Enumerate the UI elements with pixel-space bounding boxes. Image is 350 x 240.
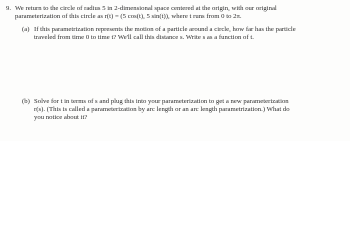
part-b-label: (b) <box>22 98 30 105</box>
part-a-line-1: If this parametrization represents the motion of a particle around a circle, how far has the particle <box>34 26 296 33</box>
problem-intro-line-2: parameterization of this circle as r(t) = (5 cos(t), 5 sin(t)), where t runs from 0 to 2π. <box>15 13 242 20</box>
part-a-label: (a) <box>22 26 30 33</box>
problem-number: 9. <box>6 5 12 12</box>
part-a-answer-space <box>34 44 334 94</box>
part-a-line-2: traveled from time 0 to time t? We'll call this distance s. Write s as a function of t. <box>34 34 254 41</box>
problem-intro-line-1: We return to the circle of radius 5 in 2-dimensional space centered at the origin, with our original <box>15 5 277 12</box>
part-b-line-2: r(s). (This is called a parameterization by arc length or an arc length parametrization.) What do <box>34 106 290 113</box>
part-b-line-3: you notice about it? <box>34 114 88 121</box>
part-b-line-1: Solve for t in terms of s and plug this into your parameterization to get a new parameterization <box>34 98 289 105</box>
